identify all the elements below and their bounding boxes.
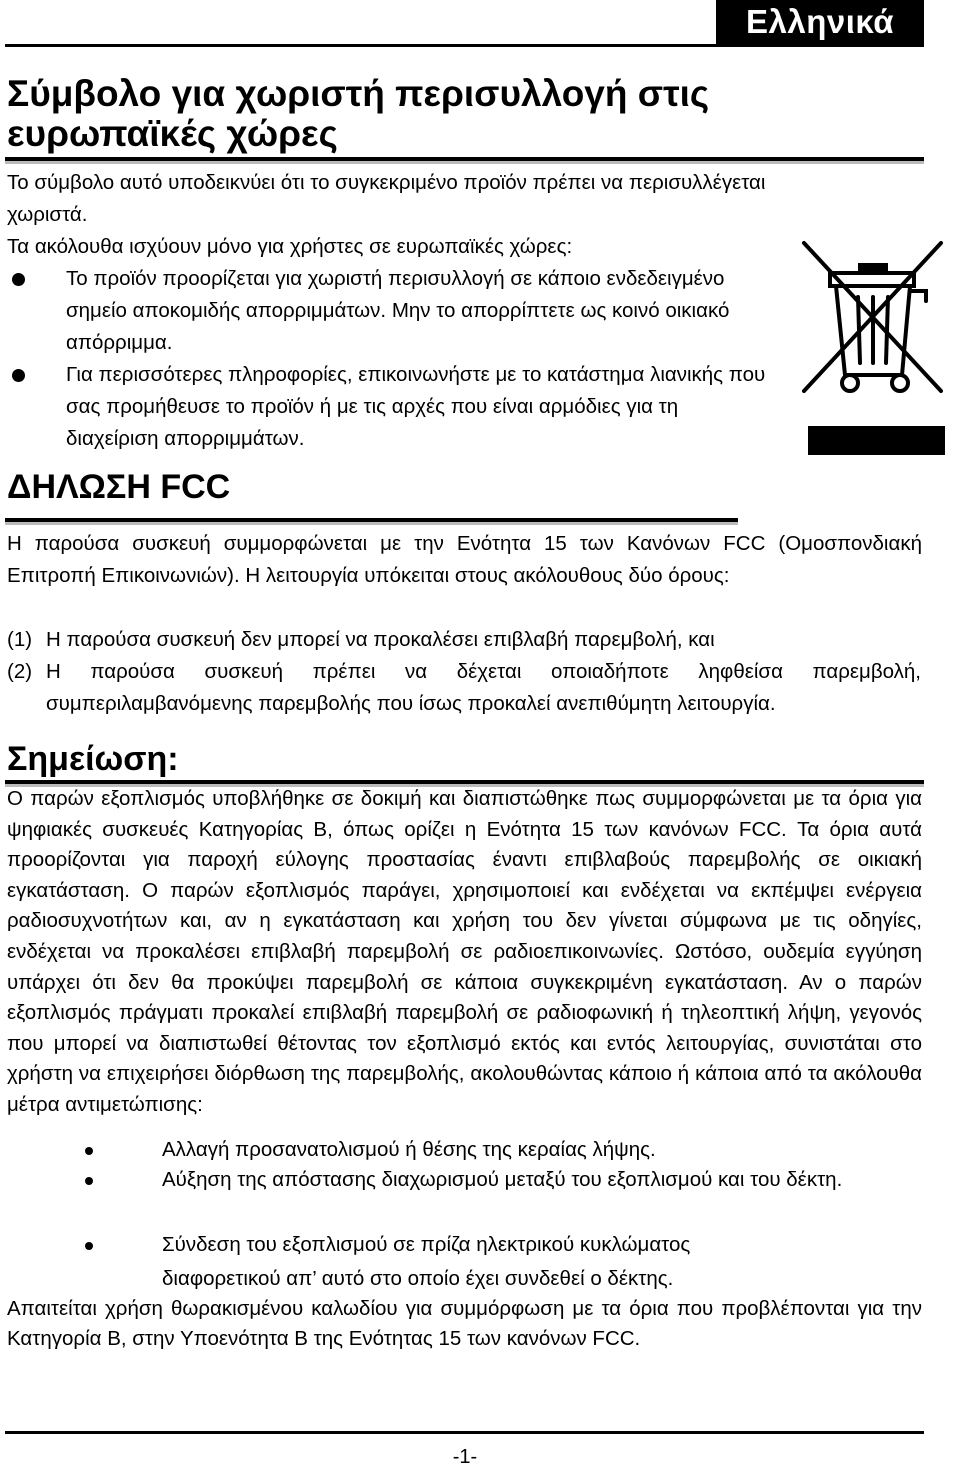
fcc-condition-1-number: (1) <box>7 628 33 651</box>
footer-rule <box>5 1431 924 1434</box>
bullet-dot <box>12 369 25 382</box>
bullet-dot <box>85 1242 93 1250</box>
bullet-dot <box>12 273 25 286</box>
weee-intro: Το σύμβολο αυτό υποδεικνύει ότι το συγκεκριμένο προϊόν πρέπει να περισυλλέγεται χωριστά. <box>7 171 766 226</box>
crossed-out-wheelie-bin-icon <box>800 237 945 397</box>
weee-bullet-2: Για περισσότερες πληροφορίες, επικοινωνήστε με το κατάστημα λιανικής που σας προμήθευσε το προϊόν ή με τις αρχές που είναι αρμόδιες για τη διαχείριση απορριμμάτων. <box>66 363 766 450</box>
weee-bullet-1: Το προϊόν προορίζεται για χωριστή περισυλλογή σε κάποιο ενδεδειγμένο σημείο αποκομιδής απορριμμάτων. Μην το απορρίπτετε ως κοινό οικιακό απόρριμμα. <box>66 267 730 354</box>
fcc-condition-2-number: (2) <box>7 660 33 683</box>
header-rule <box>5 44 924 47</box>
note-measure-3-continued: διαφορετικού απ’ αυτό στο οποίο έχει συνδεθεί ο δέκτης. <box>162 1267 674 1290</box>
fcc-condition-1: Η παρούσα συσκευή δεν μπορεί να προκαλέσει επιβλαβή παρεμβολή, και <box>46 628 715 651</box>
note-shielded-cable: Απαιτείται χρήση θωρακισμένου καλωδίου για συμμόρφωση με τα όρια που προβλέπονται για την Κατηγορία B, στην Υποενότητα B της Ενότητας 15 των κανόνων FCC. <box>7 1297 922 1350</box>
fcc-title-rule <box>5 518 738 522</box>
page-number: -1- <box>452 1446 478 1468</box>
weee-section-title: Σύμβολο για χωριστή περισυλλογή στις ευρωπαϊκές χώρες <box>7 73 710 154</box>
fcc-condition-2: Η παρούσα συσκευή πρέπει να δέχεται οποιαδήποτε ληφθείσα παρεμβολή, συμπεριλαμβανόμενης παρεμβολής που ίσως προκαλεί ανεπιθύμητη λειτουργία. <box>46 660 921 715</box>
note-body: Ο παρών εξοπλισμός υποβλήθηκε σε δοκιμή και διαπιστώθηκε πως συμμορφώνεται με τα όρια για ψηφιακές συσκευές Κατηγορίας B, όπως ορίζει η Ενότητα 15 των κανόνων FCC. Τα όρια αυτά προορίζονται για παροχή εύλογης προστασίας έναντι επιβλαβούς παρεμβολής σε οικιακή εγκατάσταση. Ο παρών εξοπλισμός παράγει, χρησιμοποιεί και ενδέχεται να εκπέμψει ενέργεια ραδιοσυχνοτήτων και, αν η εγκατάσταση και χρήση του δεν γίνεται σύμφωνα με τις οδηγίες, ενδέχεται να προκαλέσει επιβλαβή παρεμβολή σε ραδιοεπικοινωνίες. Ωστόσο, ουδεμία εγγύηση υπάρχει ότι δεν θα προκύψει παρεμβολή σε κάποια συγκεκριμένη εγκατάσταση. Αν ο παρών εξοπλισμός πράγματι προκαλεί επιβλαβή παρεμβολή σε ραδιοφωνική ή τηλεοπτική λήψη, γεγονός που μπορεί να διαπιστωθεί θέτοντας τον εξοπλισμό εκτός και εντός λειτουργίας, συνιστάται στο χρήστη να επιχειρήσει διόρθωση της παρεμβολής, ακολουθώντας κάποιο ή κάποια από τα ακόλουθα μέτρα αντιμετώπισης: <box>7 787 922 1116</box>
note-measure-2: Αύξηση της απόστασης διαχωρισμού μεταξύ του εξοπλισμού και του δέκτη. <box>162 1168 843 1191</box>
language-tab: Ελληνικά <box>716 0 924 44</box>
note-measure-1: Αλλαγή προσανατολισμού ή θέσης της κεραίας λήψης. <box>162 1138 656 1161</box>
weee-title-rule <box>5 157 924 161</box>
bullet-dot <box>85 1177 93 1185</box>
bullet-dot <box>85 1147 93 1155</box>
fcc-section-title: ΔΗΛΩΣΗ FCC <box>7 468 231 506</box>
weee-black-bar <box>808 426 945 455</box>
weee-applies: Τα ακόλουθα ισχύουν μόνο για χρήστες σε ευρωπαϊκές χώρες: <box>7 235 573 258</box>
note-title: Σημείωση: <box>7 740 179 778</box>
note-measure-3: Σύνδεση του εξοπλισμού σε πρίζα ηλεκτρικού κυκλώματος <box>162 1233 691 1256</box>
fcc-intro: Η παρούσα συσκευή συμμορφώνεται με την Ενότητα 15 των Κανόνων FCC (Ομοσπονδιακή Επιτροπή Επικοινωνιών). Η λειτουργία υπόκειται στους ακόλουθους δύο όρους: <box>7 532 922 587</box>
